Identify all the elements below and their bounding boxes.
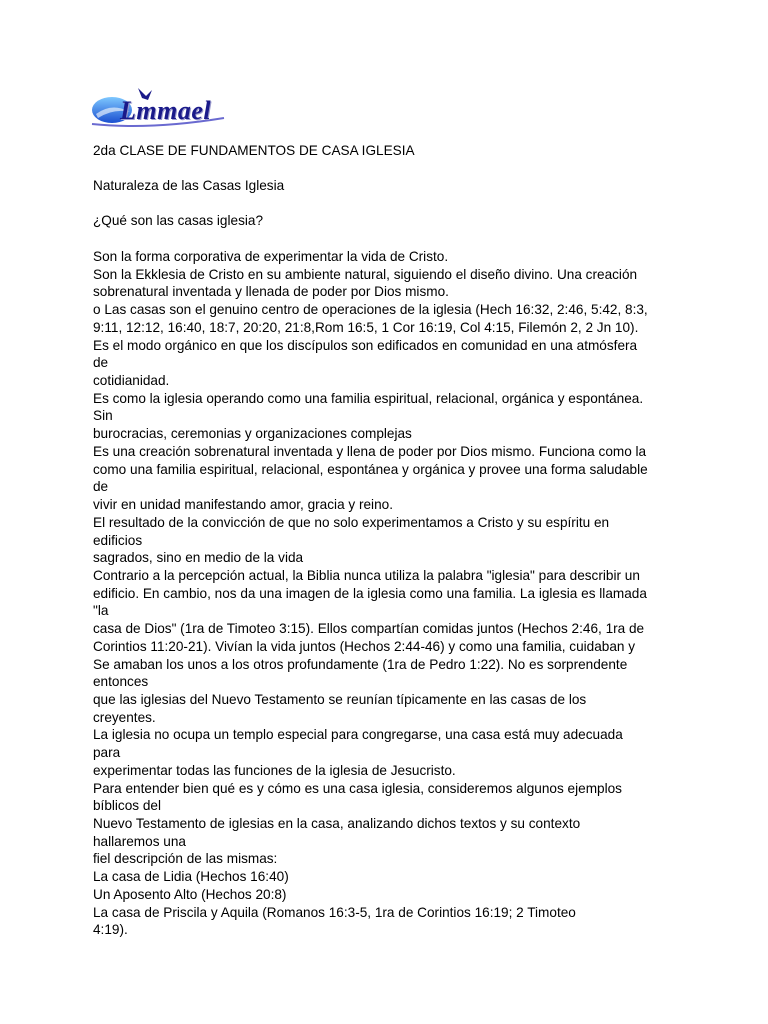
body-line: que las iglesias del Nuevo Testamento se reunían típicamente en las casas de los <box>93 691 587 707</box>
body-line: La casa de Lidia (Hechos 16:40) <box>93 869 289 885</box>
logo <box>90 84 226 130</box>
body-line: sobrenatural inventada y llenada de poder por Dios mismo. <box>93 284 449 300</box>
body-line: La iglesia no ocupa un templo especial para congregarse, una casa está muy adecuada <box>93 727 623 743</box>
body-line: vivir en unidad manifestando amor, gracia y reino. <box>93 497 393 513</box>
page-title: 2da CLASE DE FUNDAMENTOS DE CASA IGLESIA <box>93 143 415 158</box>
body-line: La casa de Priscila y Aquila (Romanos 16:3-5, 1ra de Corintios 16:19; 2 Timoteo <box>93 904 576 920</box>
body-line: "la <box>93 603 109 619</box>
body-line: Es como la iglesia operando como una familia espiritual, relacional, orgánica y espontánea. <box>93 390 644 406</box>
body-line: para <box>93 745 121 761</box>
body-line: Corintios 11:20-21). Vivían la vida juntos (Hechos 2:44-46) y como una familia, cuidaban y <box>93 638 636 654</box>
body-line: hallaremos una <box>93 833 186 849</box>
body-line: Es el modo orgánico en que los discípulos son edificados en comunidad en una atmósfera <box>93 337 638 353</box>
body-line: de <box>93 355 109 371</box>
body-line: sagrados, sino en medio de la vida <box>93 550 304 566</box>
body-line: casa de Dios" (1ra de Timoteo 3:15). Ellos compartían comidas juntos (Hechos 2:46, 1ra de <box>93 621 645 637</box>
body-line: El resultado de la convicción de que no solo experimentamos a Cristo y su espíritu en <box>93 514 610 530</box>
body-line: experimentar todas las funciones de la iglesia de Jesucristo. <box>93 762 456 778</box>
body-line: como una familia espiritual, relacional, espontánea y orgánica y provee una forma saludable <box>93 461 648 477</box>
body-line: entonces <box>93 674 149 690</box>
body-line: edificios <box>93 532 143 548</box>
body-line: cotidianidad. <box>93 373 170 389</box>
body-line: Es una creación sobrenatural inventada y llena de poder por Dios mismo. Funciona como la <box>93 443 647 459</box>
body-line: creyentes. <box>93 709 156 725</box>
body-line: Son la forma corporativa de experimentar la vida de Cristo. <box>93 249 449 264</box>
body-line: burocracias, ceremonias y organizaciones complejas <box>93 426 412 442</box>
body-line: Sin <box>93 408 113 424</box>
body-line: 9:11, 12:12, 16:40, 18:7, 20:20, 21:8,Rom 16:5, 1 Cor 16:19, Col 4:15, Filemón 2, 2 Jn 10). <box>93 319 639 335</box>
body-line: Un Aposento Alto (Hechos 20:8) <box>93 886 287 902</box>
body-line: Nuevo Testamento de iglesias en la casa, analizando dichos textos y su contexto <box>93 816 581 831</box>
body-line: o Las casas son el genuino centro de operaciones de la iglesia (Hech 16:32, 2:46, 5:42, 8:3, <box>93 302 648 318</box>
body-line: edificio. En cambio, nos da una imagen de la iglesia como una familia. La iglesia es llamada <box>93 585 647 601</box>
body-line: Contrario a la percepción actual, la Biblia nunca utiliza la palabra "iglesia" para describir un <box>93 567 640 583</box>
question-heading: ¿Qué son las casas iglesia? <box>93 213 264 228</box>
body-line: de <box>93 479 109 495</box>
body-line: bíblicos del <box>93 798 162 814</box>
section-heading: Naturaleza de las Casas Iglesia <box>93 178 285 193</box>
logo-wordmark: Lmmael <box>120 96 212 125</box>
body-line: Para entender bien qué es y cómo es una casa iglesia, consideremos algunos ejemplos <box>93 780 622 796</box>
body-line: Se amaban los unos a los otros profundamente (1ra de Pedro 1:22). No es sorprendente <box>93 656 628 672</box>
body-line: fiel descripción de las mismas: <box>93 851 278 867</box>
body-line: 4:19). <box>93 922 128 938</box>
body-text <box>93 248 648 939</box>
body-line: Son la Ekklesia de Cristo en su ambiente natural, siguiendo el diseño divino. Una creación <box>93 266 638 282</box>
